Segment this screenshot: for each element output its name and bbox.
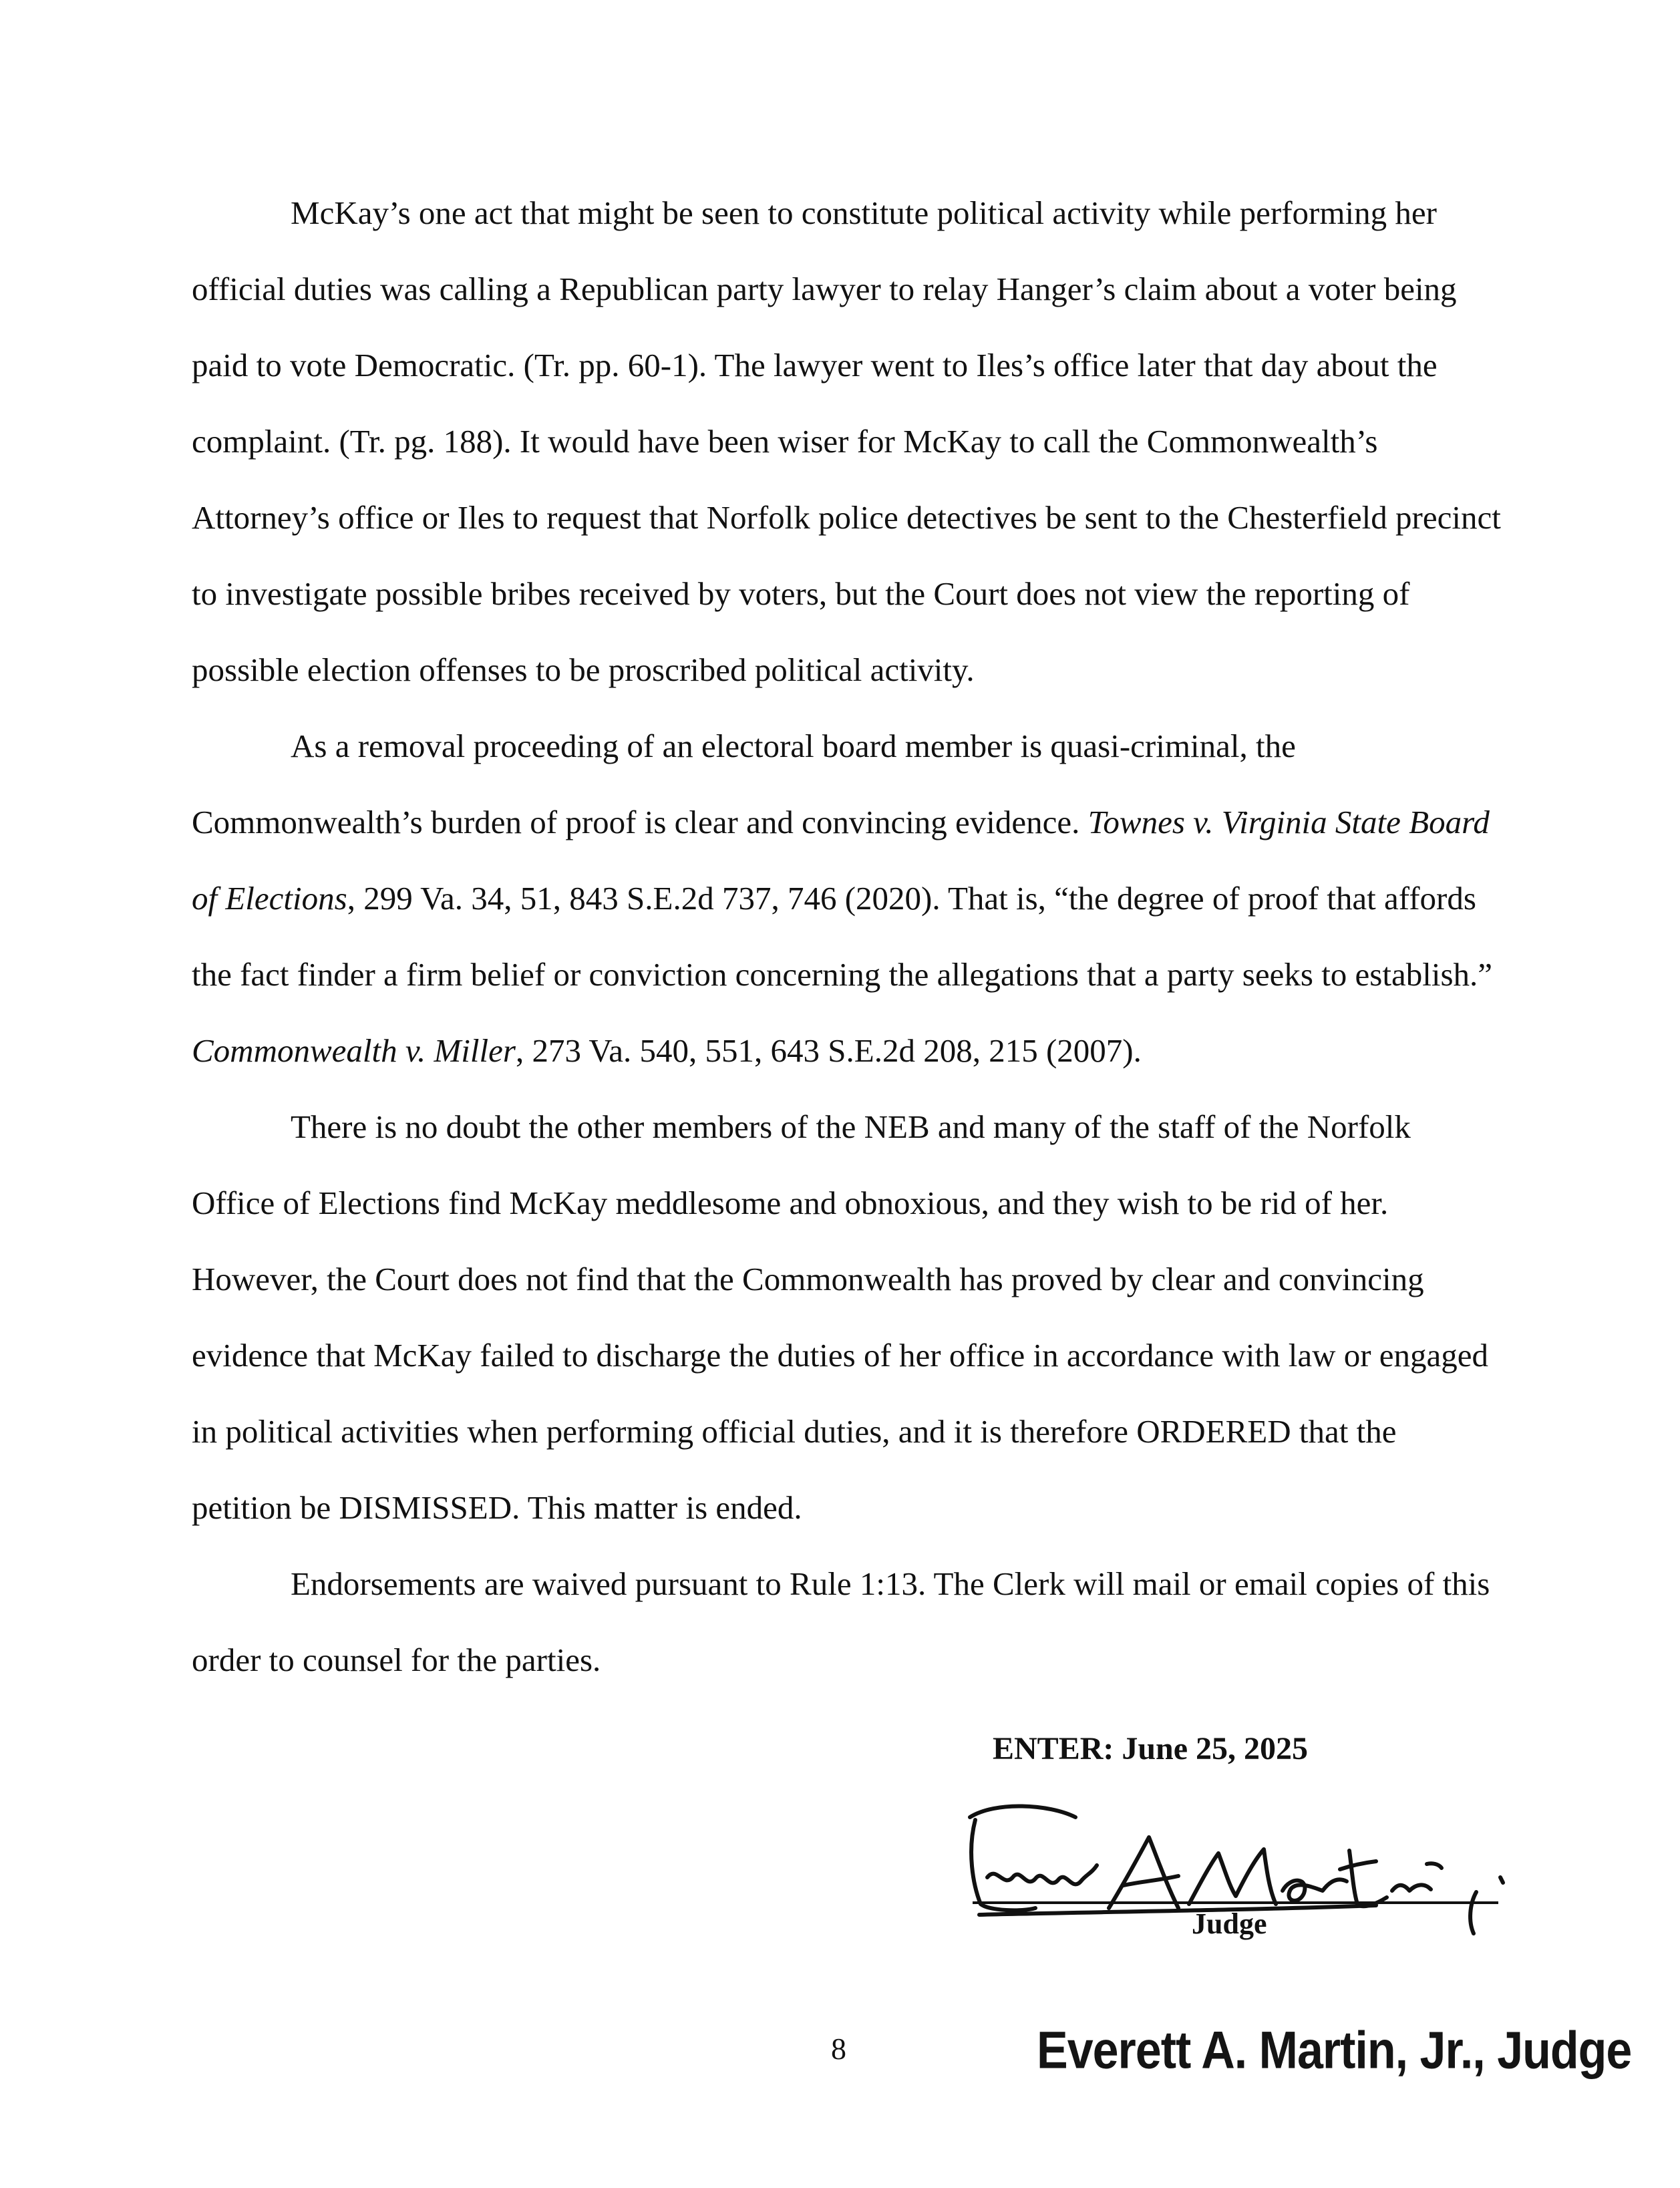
signature-stroke	[1392, 1885, 1431, 1891]
signature-stroke	[987, 1865, 1097, 1884]
judge-name-stamp: Everett A. Martin, Jr., Judge	[1037, 2021, 1632, 2080]
signature-stroke	[1109, 1837, 1178, 1908]
enter-date-line: ENTER: June 25, 2025	[993, 1731, 1309, 1766]
text-segment: , 273 Va. 540, 551, 643 S.E.2d 208, 215 (2007).	[515, 1032, 1142, 1069]
signature-stroke	[1124, 1876, 1178, 1885]
text-segment: McKay’s one act that might be seen to constitute political activity while performing her official duties was calling a Republican party lawyer to relay Hanger’s claim about a voter being paid to vote Democratic. (Tr. pp. 60-1). The lawyer went to Iles’s office later that day about the complaint. (Tr. pg. 188). It would have been wiser for McKay to call the Commonwealth’s Attorney’s office or Iles to request that Norfolk police detectives be sent to the Chesterfield precinct to investigate possible bribes received by voters, but the Court does not view the reporting of possible election offenses to be proscribed political activity.	[192, 194, 1501, 688]
text-segment: Endorsements are waived pursuant to Rule 1:13. The Clerk will mail or email copies of this order to counsel for the parties.	[192, 1565, 1490, 1678]
text-segment: As a removal proceeding of an electoral board member is quasi-criminal, the Commonwealth’s burden of proof is clear and convincing evidence.	[192, 728, 1296, 840]
paragraph-burden-of-proof	[192, 708, 1501, 1089]
text-segment: , 299 Va. 34, 51, 843 S.E.2d 737, 746 (2020). That is, “the degree of proof that affords the fact finder a firm belief or conviction concerning the allegations that a party seeks to establish.”	[192, 880, 1493, 993]
signature-stroke	[1427, 1863, 1442, 1868]
signature-stroke	[970, 1806, 1075, 1817]
case-citation-townes: Townes v. Virginia State Board of Elections	[192, 804, 1490, 917]
signature-stroke	[1283, 1879, 1347, 1901]
case-citation-miller: Commonwealth v. Miller	[192, 1032, 516, 1069]
signature-stroke	[1500, 1877, 1503, 1883]
signature-stroke	[1340, 1861, 1376, 1869]
paragraph-ruling	[192, 1089, 1501, 1546]
signature-stroke	[1189, 1849, 1276, 1904]
paragraph-endorsements	[192, 1546, 1501, 1698]
signature-stroke	[1470, 1892, 1476, 1933]
signature-stroke	[1349, 1851, 1387, 1906]
signature-line	[973, 1901, 1498, 1904]
signature-stroke	[971, 1820, 1035, 1910]
paragraph-political-activity	[192, 175, 1501, 708]
order-body	[192, 175, 1501, 1698]
page-number: 8	[831, 2032, 846, 2066]
text-segment: There is no doubt the other members of the NEB and many of the staff of the Norfolk Office of Elections find McKay meddlesome and obnoxious, and they wish to be rid of her. However, the Court does not find that the Commonwealth has proved by clear and convincing evidence that McKay failed to discharge the duties of her office in accordance with law or engaged in political activities when performing official duties, and it is therefore ORDERED that the petition be DISMISSED. This matter is ended.	[192, 1108, 1489, 1526]
judge-caption: Judge	[1192, 1907, 1267, 1940]
